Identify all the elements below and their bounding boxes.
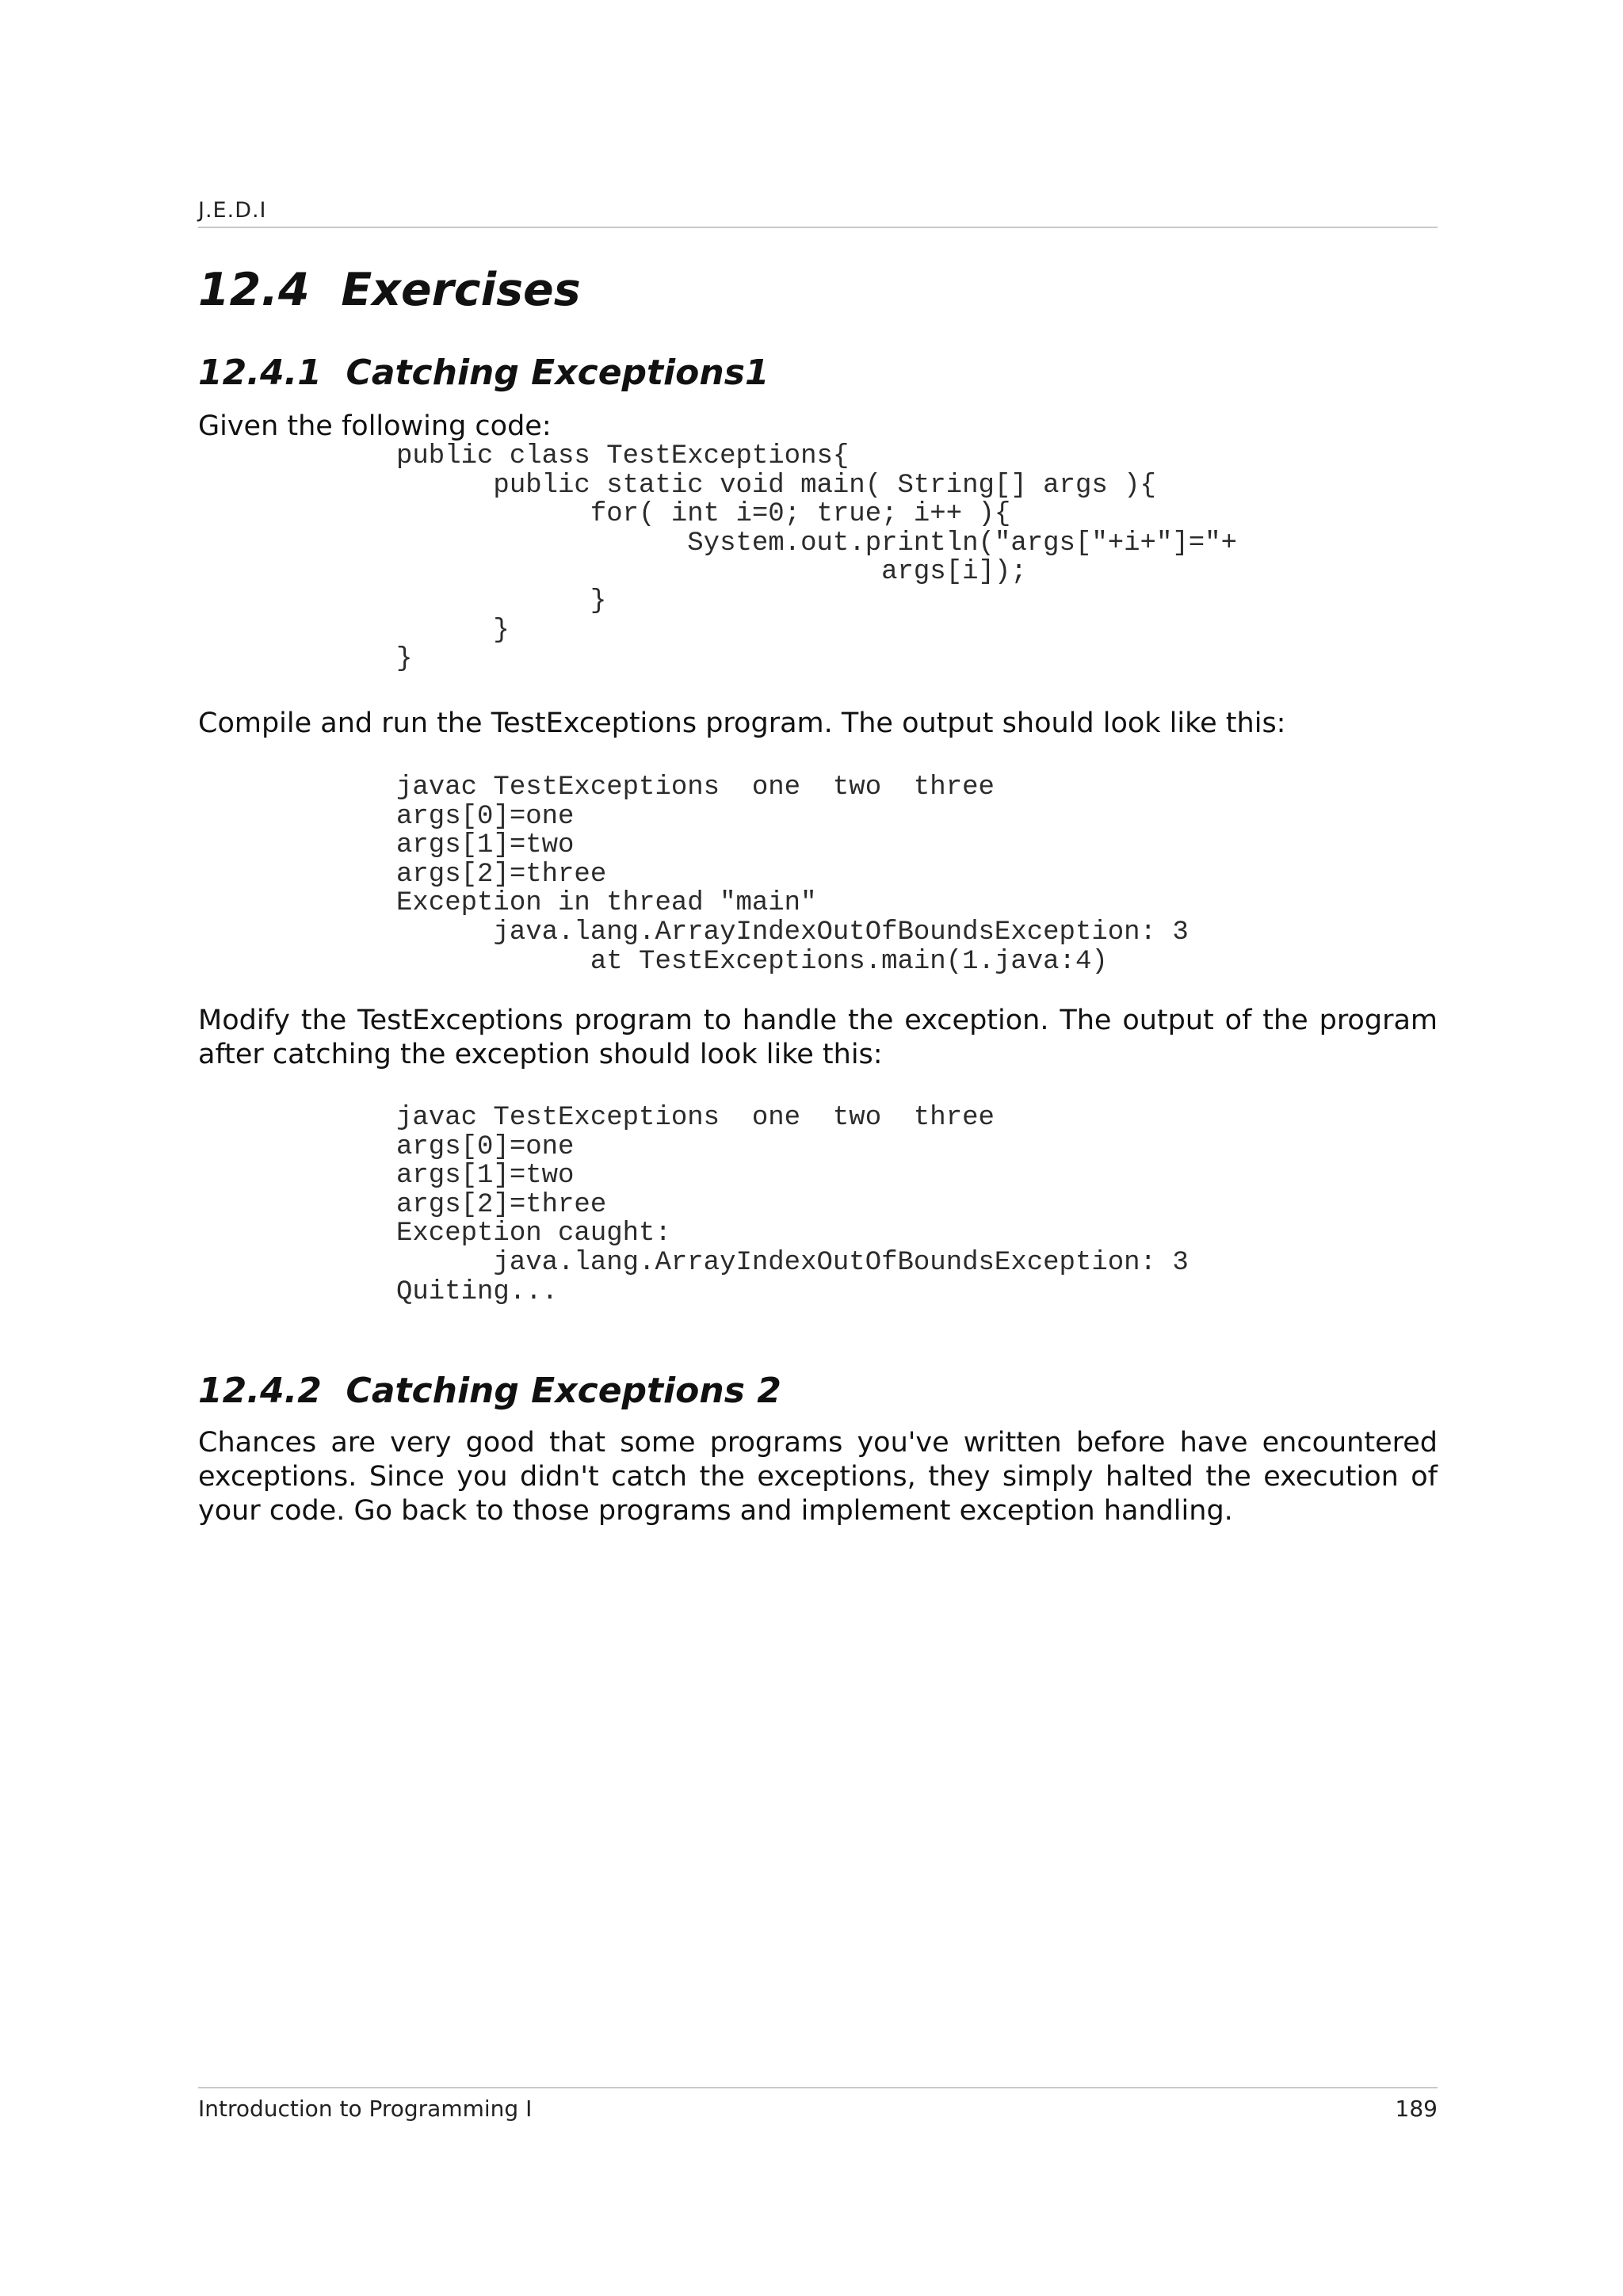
compile-paragraph: Compile and run the TestExceptions program. The output should look like this:	[198, 707, 1286, 739]
code-block-output-2: javac TestExceptions one two three args[0]=one args[1]=two args[2]=three Exception caught: java.lang.ArrayIndexOutOfBoundsException: 3 Quiting...	[396, 1103, 1189, 1307]
footer-divider	[198, 2087, 1438, 2088]
footer-book-title: Introduction to Programming I	[198, 2096, 533, 2122]
section-title: 12.4 Exercises	[198, 264, 581, 316]
subsection-title-2: 12.4.2 Catching Exceptions 2	[198, 1371, 781, 1411]
subsection2-paragraph: Chances are very good that some programs you've written before have encountered exceptions. Since you didn't catch the exceptions, they simply halted the execution of your code. Go back to those programs and implement exception handling.	[198, 1427, 1438, 1527]
modify-paragraph: Modify the TestExceptions program to handle the exception. The output of the program after catching the exception should look like this:	[198, 1005, 1438, 1070]
header-divider	[198, 227, 1438, 228]
subsection-title-1: 12.4.1 Catching Exceptions1	[198, 353, 769, 393]
document-page	[198, 0, 1438, 2296]
code-block-output-1: javac TestExceptions one two three args[0]=one args[1]=two args[2]=three Exception in thread "main" java.lang.ArrayIndexOutOfBoundsException: 3 at TestExceptions.main(1.java:4)	[396, 772, 1189, 977]
intro-paragraph: Given the following code:	[198, 410, 552, 442]
code-block-source: public class TestExceptions{ public static void main( String[] args ){ for( int i=0; true; i++ ){ System.out.println("args["+i+"]="+ args[i]); } } }	[396, 441, 1237, 675]
footer-page-number: 189	[1395, 2096, 1438, 2122]
running-header: J.E.D.I	[198, 198, 267, 223]
